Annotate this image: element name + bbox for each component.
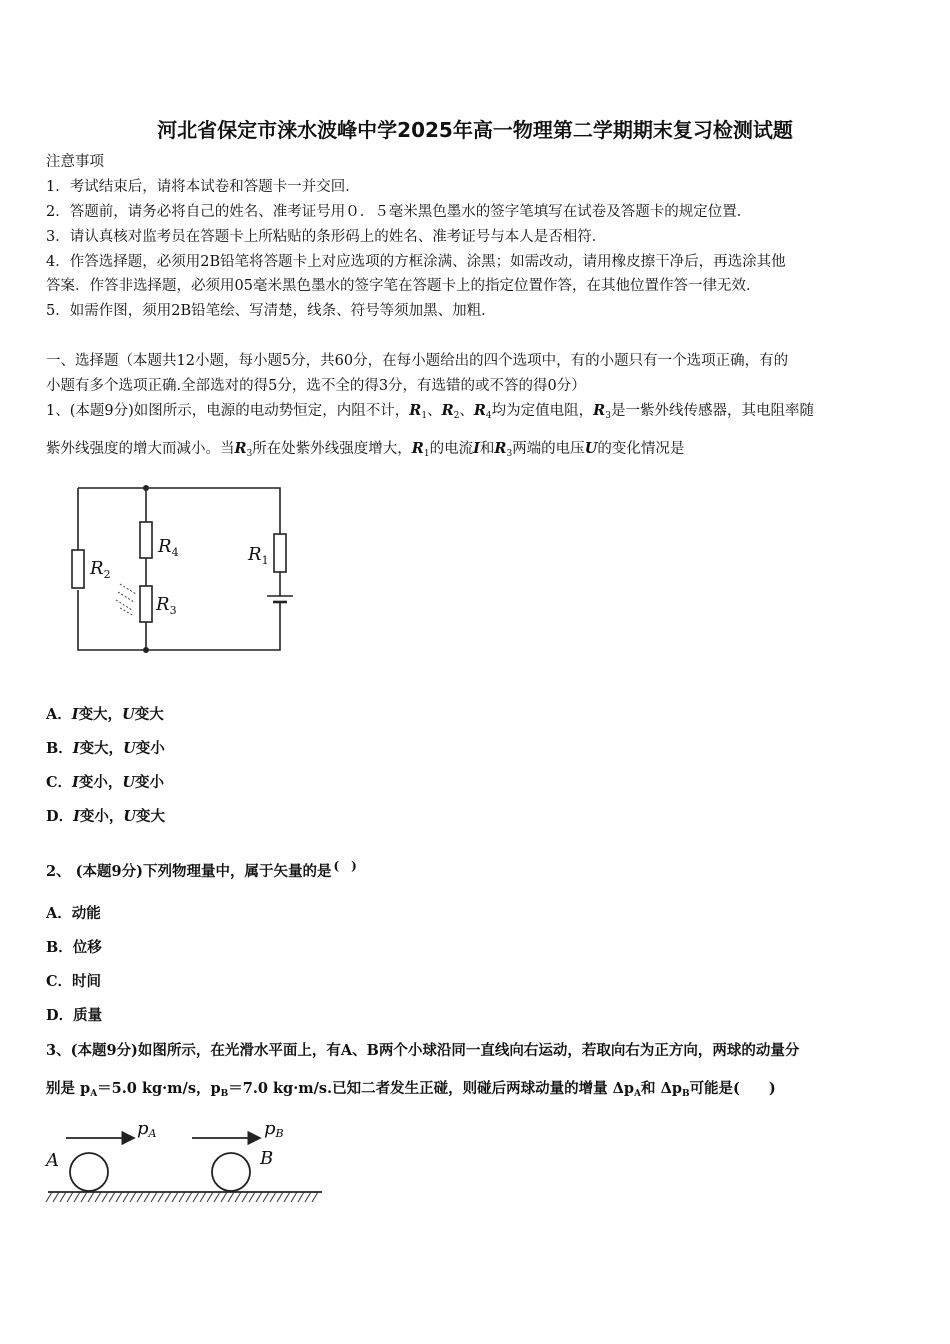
notice-item: 3．请认真核对监考员在答题卡上所粘贴的条形码上的姓名、准考证号与本人是否相符． xyxy=(46,229,607,245)
momentum-label-a-sub: A xyxy=(148,1127,157,1140)
circuit-label-r2: R xyxy=(90,558,104,579)
notice-item: 5．如需作图，须用2B铅笔绘、写清楚，线条、符号等须加黑、加粗． xyxy=(46,303,496,319)
ground-hatch xyxy=(137,1192,143,1202)
q1-option-c[interactable]: C．I变小，U变小 xyxy=(46,774,164,791)
q2-option-a[interactable]: A．动能 xyxy=(46,905,101,922)
q1-option-a[interactable]: A．I变大，U变大 xyxy=(46,706,164,723)
ground-hatch xyxy=(256,1192,262,1202)
svg-text:R3 xyxy=(155,594,177,617)
circuit-label-r2-sub: 2 xyxy=(103,568,111,581)
ball-label-b: B xyxy=(260,1148,274,1169)
ball-label-a: A xyxy=(46,1150,59,1171)
q1-option-b[interactable]: B．I变大，U变小 xyxy=(46,740,165,757)
ground-hatch xyxy=(186,1192,192,1202)
q2-option-b[interactable]: B．位移 xyxy=(46,939,102,956)
q1-stem-line1: 1、(本题9分)如图所示，电源的电动势恒定，内阻不计，$R_1$、$R_2$、$R_4$均为定值电阻，$R_3$是一紫外线传感器，其电阻率随 xyxy=(46,402,814,421)
q1-stem-line2: 紫外线强度的增大而减小。当$R_3$所在处紫外线强度增大，$R_1$的电流I和$R_3$两端的电压U的变化情况是 xyxy=(46,440,685,459)
section-heading-cont: 小题有多个选项正确.全部选对的得5分，选不全的得3分，有选错的或不答的得0分） xyxy=(46,378,586,394)
ground-hatch xyxy=(200,1192,206,1202)
ground-hatch xyxy=(172,1192,178,1202)
ground-hatch xyxy=(221,1192,227,1202)
q2-stem: 2、 (本题9分)下列物理量中，属于矢量的是 ( ) xyxy=(46,859,357,880)
circuit-label-r4-sub: 4 xyxy=(171,546,179,559)
ground-hatch xyxy=(60,1192,66,1202)
answer-blank: ( ) xyxy=(333,859,357,873)
ground-hatch xyxy=(74,1192,80,1202)
q1-option-d[interactable]: D．I变小，U变大 xyxy=(46,808,166,825)
notice-item: 1．考试结束后，请将本试卷和答题卡一并交回． xyxy=(46,179,360,195)
ground-hatch xyxy=(95,1192,101,1202)
ground-hatch xyxy=(312,1192,318,1202)
notice-item: 4．作答选择题，必须用2B铅笔将答题卡上对应选项的方框涂满、涂黑；如需改动，请用橡皮擦干净后，再选涂其他 xyxy=(46,254,786,270)
ground-hatch xyxy=(151,1192,157,1202)
ground-hatch xyxy=(46,1192,52,1202)
ground-hatch xyxy=(228,1192,234,1202)
circuit-label-r1: R xyxy=(248,544,262,565)
ground-hatch xyxy=(109,1192,115,1202)
notice-heading: 注意事项 xyxy=(46,154,104,170)
circuit-label-r4: R xyxy=(158,536,172,557)
collision-diagram xyxy=(44,1112,326,1210)
ground-hatch xyxy=(53,1192,59,1202)
ground-hatch xyxy=(305,1192,311,1202)
ground-hatch xyxy=(214,1192,220,1202)
ground-hatch xyxy=(270,1192,276,1202)
ground-hatch xyxy=(123,1192,129,1202)
q3-stem-line2: 别是 $p_A=5.0$ kg·m/s，$p_B=7.0$ kg·m/s.已知二者发生正碰，则碰后两球动量的增量 $\Delta p_A$和 $\Delta p_B$可能是( ) xyxy=(46,1080,776,1099)
momentum-label-b-sub: B xyxy=(275,1127,284,1140)
notice-item: 2．答题前，请务必将自己的姓名、准考证号用０．５毫米黑色墨水的签字笔填写在试卷及答题卡的规定位置． xyxy=(46,204,752,220)
ground-hatch xyxy=(242,1192,248,1202)
ground-hatch xyxy=(249,1192,255,1202)
svg-text:pB xyxy=(264,1118,284,1140)
ground-hatch xyxy=(235,1192,241,1202)
momentum-label-a: p xyxy=(137,1118,149,1139)
q2-option-d[interactable]: D．质量 xyxy=(46,1007,103,1024)
ground-hatch xyxy=(193,1192,199,1202)
notice-item: 答案．作答非选择题，必须用05毫米黑色墨水的签字笔在答题卡上的指定位置作答，在其他位置作答一律无效． xyxy=(46,278,761,294)
momentum-label-b: p xyxy=(264,1118,276,1139)
ground-hatch xyxy=(207,1192,213,1202)
q2-option-c[interactable]: C．时间 xyxy=(46,973,102,990)
ground-hatch xyxy=(263,1192,269,1202)
q3-stem-line1: 3、(本题9分)如图所示，在光滑水平面上，有A、B两个小球沿同一直线向右运动，若取向右为正方向，两球的动量分 xyxy=(46,1042,800,1059)
circuit-label-r1-sub: 1 xyxy=(261,554,269,567)
circuit-diagram xyxy=(60,478,300,663)
ground-hatch xyxy=(88,1192,94,1202)
circuit-label-r3: R xyxy=(156,594,170,615)
ground-hatch xyxy=(277,1192,283,1202)
svg-text:pA xyxy=(137,1118,157,1140)
ground-hatch xyxy=(130,1192,136,1202)
ground-hatch xyxy=(81,1192,87,1202)
svg-text:R2 xyxy=(89,558,111,581)
circuit-label-r3-sub: 3 xyxy=(169,604,177,617)
svg-text:R4 xyxy=(157,536,179,559)
ground-hatch xyxy=(144,1192,150,1202)
ground-hatch xyxy=(102,1192,108,1202)
ground-hatch xyxy=(165,1192,171,1202)
ground-hatch xyxy=(116,1192,122,1202)
ground-hatch xyxy=(298,1192,304,1202)
svg-text:R1 xyxy=(247,544,269,567)
ground-hatch xyxy=(158,1192,164,1202)
page-title: 河北省保定市涞水波峰中学2025年高一物理第二学期期末复习检测试题 xyxy=(157,118,793,142)
ground-hatch xyxy=(291,1192,297,1202)
ground-hatch xyxy=(179,1192,185,1202)
ground-hatch xyxy=(67,1192,73,1202)
section-heading: 一、选择题（本题共12小题，每小题5分，共60分，在每小题给出的四个选项中，有的小题只有一个选项正确，有的 xyxy=(46,353,789,369)
ground-hatch xyxy=(284,1192,290,1202)
